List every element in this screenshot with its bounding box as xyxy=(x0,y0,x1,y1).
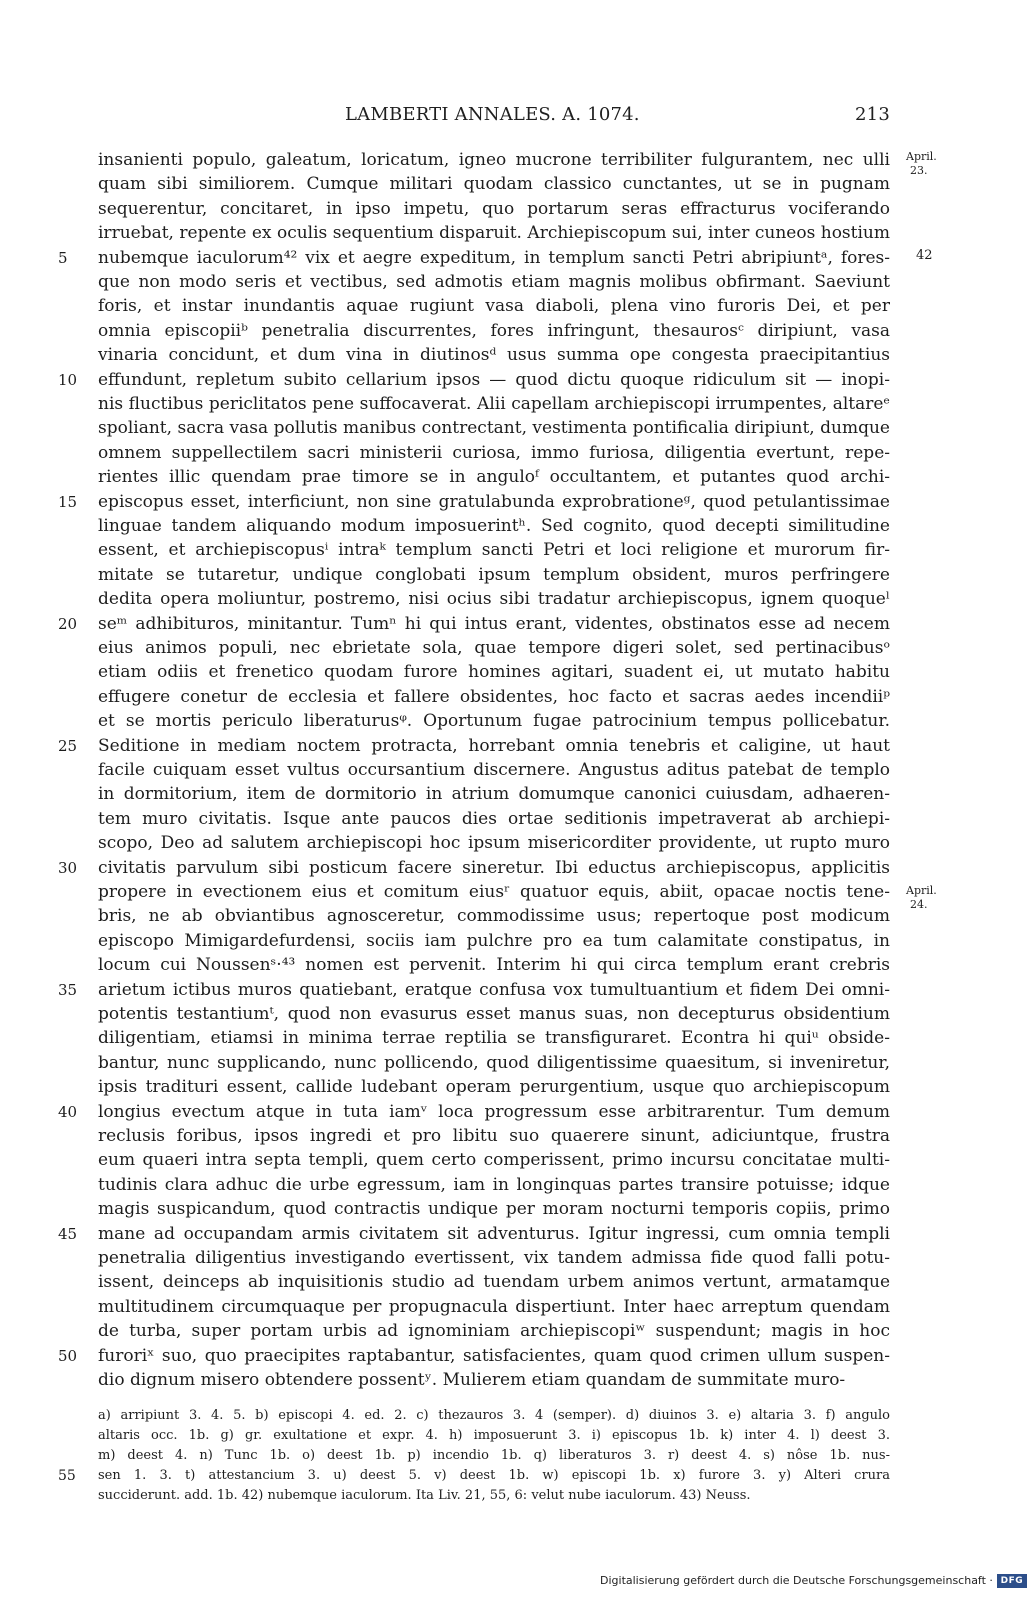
text-line: effundunt, repletum subito cellarium ipsos — quod dictu quoque ridiculum sit — inopi- xyxy=(98,369,890,390)
text-line: sequerentur, concitaret, in ipso impetu, quo portarum seras effracturus vociferando xyxy=(98,198,890,219)
text-line: effugere conetur de ecclesia et fallere obsidentes, hoc facto et sacras aedes incendiiᵖ xyxy=(98,686,890,707)
dfg-logo-icon: DFG xyxy=(997,1574,1027,1588)
text-line: episcopus esset, interficiunt, non sine gratulabunda exprobrationeᵍ, quod petulantissimae xyxy=(98,491,890,512)
text-line: mane ad occupandam armis civitatem sit adventurus. Igitur ingressi, cum omnia templi xyxy=(98,1223,890,1244)
text-line: issent, deinceps ab inquisitionis studio ad tuendam urbem animos vertunt, armatamque xyxy=(98,1272,890,1293)
text-line: seᵐ adhibituros, minitantur. Tumⁿ hi qui intus erant, videntes, obstinatos esse ad necem xyxy=(98,613,890,634)
margin-date-day: 24. xyxy=(910,898,928,911)
margin-date-month: April. xyxy=(906,150,937,163)
text-line: diligentiam, etiamsi in minima terrae reptilia se transfiguraret. Econtra hi quiᵘ obside- xyxy=(98,1028,890,1049)
text-line: magis suspicandum, quod contractis undique per moram nocturni temporis copiis, primo xyxy=(98,1199,890,1220)
text-line: longius evectum atque in tuta iamᵛ loca progressum esse arbitrarentur. Tum demum xyxy=(98,1101,890,1122)
digitization-credit xyxy=(600,1572,1024,1590)
text-line: Seditione in mediam noctem protracta, horrebant omnia tenebris et caligine, ut haut xyxy=(98,735,890,756)
text-line: episcopo Mimigardefurdensi, sociis iam pulchre pro ea tum calamitate constipatus, in xyxy=(98,930,890,951)
text-line: bris, ne ab obviantibus agnosceretur, commodissime usus; repertoque post modicum xyxy=(98,906,890,927)
line-number: 25 xyxy=(58,736,78,755)
text-line: bantur, nunc supplicando, nunc pollicendo, quod diligentissime quaesitum, si inveniretur, xyxy=(98,1052,890,1073)
text-line: in dormitorium, item de dormitorio in atrium domumque canonici cuiusdam, adhaeren- xyxy=(98,784,890,805)
footnote-line: succiderunt. add. 1b. 42) nubemque iaculorum. Ita Liv. 21, 55, 6: velut nube iaculorum. 43) Neuss. xyxy=(98,1488,751,1503)
text-line: nubemque iaculorum⁴² vix et aegre expeditum, in templum sancti Petri abripiuntᵃ, fores- xyxy=(98,247,890,268)
text-line: insanienti populo, galeatum, loricatum, igneo mucrone terribiliter fulgurantem, nec ulli xyxy=(98,150,890,170)
running-header xyxy=(345,104,890,130)
text-line: omnem suppellectilem sacri ministerii curiosa, immo furiosa, diligentia evertunt, repe- xyxy=(98,442,890,463)
text-line: facile cuiquam esset vultus occursantium discernere. Angustus aditus patebat de templo xyxy=(98,760,890,780)
text-line: furoriˣ suo, quo praecipites raptabantur, satisfacientes, quam quod crimen ullum suspen- xyxy=(98,1345,890,1366)
text-line: spoliant, sacra vasa pollutis manibus contrectant, vestimenta pontificalia diripiunt, dumque xyxy=(98,418,890,439)
text-line: eius animos populi, nec ebrietate sola, quae tempore digeri solet, sed pertinacibusᵒ xyxy=(98,638,890,658)
main-text xyxy=(0,148,1000,1390)
text-line: essent, et archiepiscopusⁱ intraᵏ templum sancti Petri et loci religione et murorum fir- xyxy=(98,540,890,561)
text-line: dedita opera moliuntur, postremo, nisi ocius sibi tradatur archiepiscopus, ignem quoqueˡ xyxy=(98,589,890,610)
text-line: dio dignum misero obtendere possentʸ. Mulierem etiam quandam de summitate muro- xyxy=(98,1370,846,1390)
text-line: tem muro civitatis. Isque ante paucos dies ortae seditionis impetraverat ab archiepi- xyxy=(98,808,890,829)
text-line: potentis testantiumᵗ, quod non evasurus esset manus suas, non decepturus obsidentium xyxy=(98,1004,890,1024)
footnote-line: altaris occ. 1b. g) gr. exultatione et expr. 4. h) imposuerunt 3. i) episcopus 1b. k) inter 4. l) deest 3. xyxy=(98,1428,890,1443)
running-title: LAMBERTI ANNALES. A. 1074. xyxy=(345,104,640,125)
line-number: 55 xyxy=(58,1468,76,1484)
text-line: et se mortis periculo liberaturusᵠ. Oportunum fugae patrocinium tempus pollicebatur. xyxy=(98,711,890,732)
text-line: ipsis tradituri essent, callide ludebant operam perurgentium, usque quo archiepiscopum xyxy=(98,1077,890,1098)
margin-date-april-23 xyxy=(906,150,966,178)
margin-date-month: April. xyxy=(906,884,937,897)
text-line: civitatis parvulum sibi posticum facere sineretur. Ibi eductus archiepiscopus, applicitis xyxy=(98,857,890,878)
text-line: penetralia diligentius investigando evertissent, vix tandem admissa fide quod falli potu- xyxy=(98,1248,890,1268)
text-line: tudinis clara adhuc die urbe egressum, iam in longinquas partes transire potuisse; idque xyxy=(98,1174,890,1195)
text-line: omnia episcopiiᵇ penetralia discurrentes, fores infringunt, thesaurosᶜ diripiunt, vasa xyxy=(98,320,890,341)
line-number: 35 xyxy=(58,980,78,999)
line-number: 15 xyxy=(58,492,78,511)
margin-reference-number: 42 xyxy=(916,248,933,263)
text-line: nis fluctibus periclitatos pene suffocaverat. Alii capellam archiepiscopi irrumpentes, altareᵉ xyxy=(98,394,890,414)
footnote-line: m) deest 4. n) Tunc 1b. o) deest 1b. p) incendio 1b. q) liberaturos 3. r) deest 4. s) nôse 1b. nus- xyxy=(98,1448,890,1463)
text-line: vinaria concidunt, et dum vina in diutinosᵈ usus summa ope congesta praecipitantius xyxy=(98,345,890,366)
line-number: 40 xyxy=(58,1102,78,1121)
page-number: 213 xyxy=(855,104,890,125)
margin-date-day: 23. xyxy=(910,164,928,177)
text-line: reclusis foribus, ipsos ingredi et pro libitu suo quaerere sinunt, adiciuntque, frustra xyxy=(98,1126,890,1146)
footnote-line: a) arripiunt 3. 4. 5. b) episcopi 4. ed. 2. c) thezauros 3. 4 (semper). d) diuinos 3. e) altaria 3. f) angulo xyxy=(98,1408,890,1423)
text-line: eum quaeri intra septa templi, quem certo comperissent, primo incursu concitatae multi- xyxy=(98,1150,890,1171)
credit-text: Digitalisierung gefördert durch die Deutsche Forschungsgemeinschaft · xyxy=(600,1574,993,1587)
text-line: que non modo seris et vectibus, sed admotis etiam magnis molibus obfirmant. Saeviunt xyxy=(98,272,890,292)
text-line: propere in evectionem eius et comitum eiusʳ quatuor equis, abiit, opacae noctis tene- xyxy=(98,882,890,902)
text-line: locum cui Noussenˢ·⁴³ nomen est pervenit. Interim hi qui circa templum erant crebris xyxy=(98,955,890,976)
line-number: 30 xyxy=(58,858,78,877)
line-number: 20 xyxy=(58,614,78,633)
text-line: de turba, super portam urbis ad ignominiam archiepiscopiʷ suspendunt; magis in hoc xyxy=(98,1321,890,1342)
margin-date-april-24 xyxy=(906,884,966,912)
line-number: 5 xyxy=(58,248,68,267)
text-line: quam sibi similiorem. Cumque militari quodam classico cunctantes, ut se in pugnam xyxy=(98,174,890,195)
text-line: linguae tandem aliquando modum imposuerintʰ. Sed cognito, quod decepti similitudine xyxy=(98,516,890,536)
text-line: etiam odiis et frenetico quodam furore homines agitari, suadent ei, ut mutato habitu xyxy=(98,662,890,683)
text-line: foris, et instar inundantis aquae rugiunt vasa diaboli, plena vino furoris Dei, et per xyxy=(98,296,890,317)
text-line: arietum ictibus muros quatiebant, eratque confusa vox tumultuantium et fidem Dei omni- xyxy=(98,979,890,1000)
text-line: irruebat, repente ex oculis sequentium disparuit. Archiepiscopum sui, inter cuneos hostium xyxy=(98,223,890,244)
text-line: rientes illic quendam prae timore se in anguloᶠ occultantem, et putantes quod archi- xyxy=(98,467,890,488)
line-number: 45 xyxy=(58,1224,78,1243)
text-line: multitudinem circumquaque per propugnacula dispertiunt. Inter haec arreptum quendam xyxy=(98,1296,890,1317)
line-number: 50 xyxy=(58,1346,78,1365)
footnote-line: sen 1. 3. t) attestancium 3. u) deest 5. v) deest 1b. w) episcopi 1b. x) furore 3. y) Alteri crura xyxy=(98,1468,890,1483)
line-number: 10 xyxy=(58,370,78,389)
text-line: mitate se tutaretur, undique conglobati ipsum templum obsident, muros perfringere xyxy=(98,564,890,585)
text-line: scopo, Deo ad salutem archiepiscopi hoc ipsum misericorditer providente, ut rupto muro xyxy=(98,833,890,854)
